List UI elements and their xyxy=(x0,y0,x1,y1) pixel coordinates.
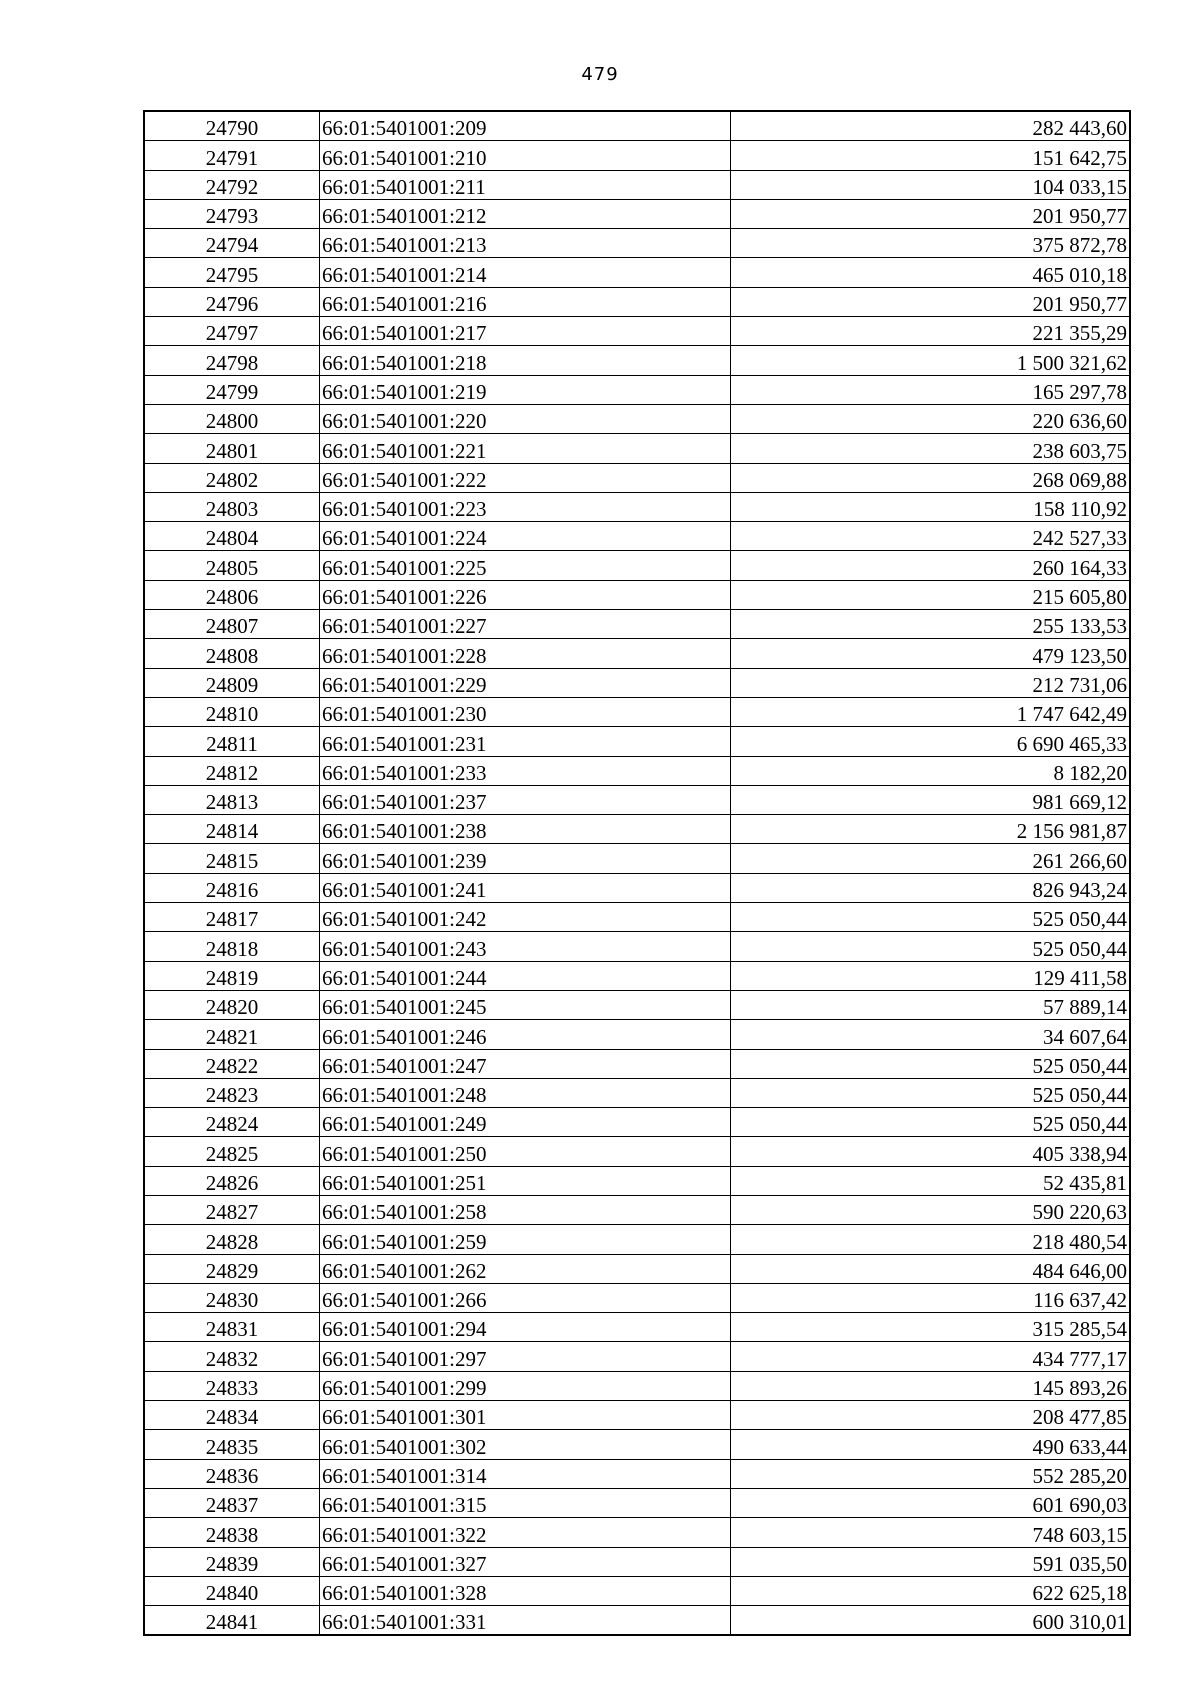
table-row xyxy=(144,932,1130,961)
row-number-cell: 24829 xyxy=(144,1254,320,1283)
cadastral-value-cell: 261 266,60 xyxy=(731,844,1131,873)
cadastral-value-cell: 1 747 642,49 xyxy=(731,697,1131,726)
table-row xyxy=(144,1342,1130,1371)
cadastral-number-cell: 66:01:5401001:229 xyxy=(320,668,731,697)
cadastral-number-cell: 66:01:5401001:331 xyxy=(320,1606,731,1636)
row-number-cell: 24830 xyxy=(144,1283,320,1312)
cadastral-value-cell: 129 411,58 xyxy=(731,961,1131,990)
row-number-cell: 24813 xyxy=(144,785,320,814)
cadastral-number-cell: 66:01:5401001:251 xyxy=(320,1166,731,1195)
row-number-cell: 24806 xyxy=(144,580,320,609)
table-row xyxy=(144,1195,1130,1224)
cadastral-value-cell: 490 633,44 xyxy=(731,1430,1131,1459)
cadastral-number-cell: 66:01:5401001:214 xyxy=(320,258,731,287)
table-row xyxy=(144,1371,1130,1400)
cadastral-value-cell: 201 950,77 xyxy=(731,199,1131,228)
row-number-cell: 24794 xyxy=(144,229,320,258)
cadastral-value-cell: 622 625,18 xyxy=(731,1576,1131,1605)
cadastral-value-cell: 260 164,33 xyxy=(731,551,1131,580)
row-number-cell: 24814 xyxy=(144,815,320,844)
table-row xyxy=(144,1108,1130,1137)
cadastral-number-cell: 66:01:5401001:220 xyxy=(320,404,731,433)
cadastral-number-cell: 66:01:5401001:224 xyxy=(320,522,731,551)
cadastral-value-cell: 465 010,18 xyxy=(731,258,1131,287)
cadastral-value-cell: 104 033,15 xyxy=(731,170,1131,199)
cadastral-value-cell: 484 646,00 xyxy=(731,1254,1131,1283)
row-number-cell: 24807 xyxy=(144,610,320,639)
cadastral-value-cell: 1 500 321,62 xyxy=(731,346,1131,375)
cadastral-number-cell: 66:01:5401001:250 xyxy=(320,1137,731,1166)
cadastral-value-cell: 2 156 981,87 xyxy=(731,815,1131,844)
cadastral-value-cell: 151 642,75 xyxy=(731,141,1131,170)
cadastral-value-cell: 218 480,54 xyxy=(731,1225,1131,1254)
cadastral-number-cell: 66:01:5401001:219 xyxy=(320,375,731,404)
table-row xyxy=(144,522,1130,551)
row-number-cell: 24832 xyxy=(144,1342,320,1371)
cadastral-number-cell: 66:01:5401001:314 xyxy=(320,1459,731,1488)
table-row xyxy=(144,639,1130,668)
row-number-cell: 24820 xyxy=(144,990,320,1019)
cadastral-number-cell: 66:01:5401001:328 xyxy=(320,1576,731,1605)
cadastral-value-cell: 601 690,03 xyxy=(731,1488,1131,1517)
cadastral-number-cell: 66:01:5401001:221 xyxy=(320,434,731,463)
cadastral-number-cell: 66:01:5401001:245 xyxy=(320,990,731,1019)
table-row xyxy=(144,727,1130,756)
table-row xyxy=(144,1225,1130,1254)
row-number-cell: 24824 xyxy=(144,1108,320,1137)
cadastral-value-cell: 165 297,78 xyxy=(731,375,1131,404)
table-row xyxy=(144,404,1130,433)
row-number-cell: 24792 xyxy=(144,170,320,199)
cadastral-number-cell: 66:01:5401001:259 xyxy=(320,1225,731,1254)
cadastral-value-cell: 590 220,63 xyxy=(731,1195,1131,1224)
cadastral-number-cell: 66:01:5401001:238 xyxy=(320,815,731,844)
cadastral-value-cell: 255 133,53 xyxy=(731,610,1131,639)
cadastral-value-cell: 34 607,64 xyxy=(731,1020,1131,1049)
table-row xyxy=(144,815,1130,844)
table-row xyxy=(144,1401,1130,1430)
row-number-cell: 24805 xyxy=(144,551,320,580)
cadastral-value-cell: 552 285,20 xyxy=(731,1459,1131,1488)
cadastral-number-cell: 66:01:5401001:243 xyxy=(320,932,731,961)
cadastral-value-cell: 315 285,54 xyxy=(731,1313,1131,1342)
table-row xyxy=(144,903,1130,932)
cadastral-number-cell: 66:01:5401001:241 xyxy=(320,873,731,902)
row-number-cell: 24837 xyxy=(144,1488,320,1517)
table-row xyxy=(144,463,1130,492)
row-number-cell: 24800 xyxy=(144,404,320,433)
cadastral-value-cell: 242 527,33 xyxy=(731,522,1131,551)
row-number-cell: 24839 xyxy=(144,1547,320,1576)
table-row xyxy=(144,111,1130,141)
cadastral-number-cell: 66:01:5401001:217 xyxy=(320,317,731,346)
row-number-cell: 24817 xyxy=(144,903,320,932)
table-row xyxy=(144,1430,1130,1459)
table-row xyxy=(144,697,1130,726)
table-row xyxy=(144,873,1130,902)
table-row xyxy=(144,1166,1130,1195)
cadastral-value-cell: 158 110,92 xyxy=(731,492,1131,521)
table-row xyxy=(144,170,1130,199)
table-row xyxy=(144,287,1130,316)
cadastral-value-cell: 525 050,44 xyxy=(731,1108,1131,1137)
table-row xyxy=(144,141,1130,170)
row-number-cell: 24809 xyxy=(144,668,320,697)
cadastral-number-cell: 66:01:5401001:211 xyxy=(320,170,731,199)
row-number-cell: 24828 xyxy=(144,1225,320,1254)
row-number-cell: 24826 xyxy=(144,1166,320,1195)
cadastral-number-cell: 66:01:5401001:231 xyxy=(320,727,731,756)
cadastral-value-cell: 748 603,15 xyxy=(731,1518,1131,1547)
cadastral-number-cell: 66:01:5401001:228 xyxy=(320,639,731,668)
table-row xyxy=(144,551,1130,580)
cadastral-value-cell: 52 435,81 xyxy=(731,1166,1131,1195)
row-number-cell: 24798 xyxy=(144,346,320,375)
row-number-cell: 24802 xyxy=(144,463,320,492)
cadastral-value-cell: 215 605,80 xyxy=(731,580,1131,609)
cadastral-value-cell: 116 637,42 xyxy=(731,1283,1131,1312)
row-number-cell: 24810 xyxy=(144,697,320,726)
row-number-cell: 24819 xyxy=(144,961,320,990)
cadastral-number-cell: 66:01:5401001:218 xyxy=(320,346,731,375)
row-number-cell: 24822 xyxy=(144,1049,320,1078)
table-row xyxy=(144,1547,1130,1576)
registry-table xyxy=(143,110,1131,1636)
cadastral-number-cell: 66:01:5401001:248 xyxy=(320,1078,731,1107)
cadastral-value-cell: 212 731,06 xyxy=(731,668,1131,697)
table-row xyxy=(144,1049,1130,1078)
cadastral-value-cell: 826 943,24 xyxy=(731,873,1131,902)
row-number-cell: 24816 xyxy=(144,873,320,902)
cadastral-number-cell: 66:01:5401001:223 xyxy=(320,492,731,521)
row-number-cell: 24801 xyxy=(144,434,320,463)
cadastral-number-cell: 66:01:5401001:210 xyxy=(320,141,731,170)
table-row xyxy=(144,1606,1130,1636)
cadastral-number-cell: 66:01:5401001:222 xyxy=(320,463,731,492)
cadastral-value-cell: 375 872,78 xyxy=(731,229,1131,258)
row-number-cell: 24831 xyxy=(144,1313,320,1342)
cadastral-value-cell: 405 338,94 xyxy=(731,1137,1131,1166)
cadastral-value-cell: 220 636,60 xyxy=(731,404,1131,433)
row-number-cell: 24790 xyxy=(144,111,320,141)
table-row xyxy=(144,199,1130,228)
row-number-cell: 24797 xyxy=(144,317,320,346)
cadastral-number-cell: 66:01:5401001:258 xyxy=(320,1195,731,1224)
table-row xyxy=(144,990,1130,1019)
table-row xyxy=(144,785,1130,814)
registry-table-body xyxy=(144,111,1130,1635)
cadastral-number-cell: 66:01:5401001:242 xyxy=(320,903,731,932)
row-number-cell: 24836 xyxy=(144,1459,320,1488)
cadastral-value-cell: 238 603,75 xyxy=(731,434,1131,463)
cadastral-number-cell: 66:01:5401001:247 xyxy=(320,1049,731,1078)
cadastral-number-cell: 66:01:5401001:209 xyxy=(320,111,731,141)
cadastral-number-cell: 66:01:5401001:262 xyxy=(320,1254,731,1283)
cadastral-number-cell: 66:01:5401001:266 xyxy=(320,1283,731,1312)
table-row xyxy=(144,375,1130,404)
table-row xyxy=(144,610,1130,639)
cadastral-value-cell: 8 182,20 xyxy=(731,756,1131,785)
cadastral-number-cell: 66:01:5401001:239 xyxy=(320,844,731,873)
table-row xyxy=(144,258,1130,287)
cadastral-number-cell: 66:01:5401001:297 xyxy=(320,1342,731,1371)
cadastral-number-cell: 66:01:5401001:302 xyxy=(320,1430,731,1459)
cadastral-value-cell: 221 355,29 xyxy=(731,317,1131,346)
row-number-cell: 24833 xyxy=(144,1371,320,1400)
cadastral-value-cell: 282 443,60 xyxy=(731,111,1131,141)
cadastral-value-cell: 479 123,50 xyxy=(731,639,1131,668)
cadastral-number-cell: 66:01:5401001:301 xyxy=(320,1401,731,1430)
table-row xyxy=(144,961,1130,990)
row-number-cell: 24803 xyxy=(144,492,320,521)
row-number-cell: 24811 xyxy=(144,727,320,756)
cadastral-number-cell: 66:01:5401001:299 xyxy=(320,1371,731,1400)
row-number-cell: 24840 xyxy=(144,1576,320,1605)
row-number-cell: 24834 xyxy=(144,1401,320,1430)
table-row xyxy=(144,1488,1130,1517)
cadastral-value-cell: 145 893,26 xyxy=(731,1371,1131,1400)
table-row xyxy=(144,1078,1130,1107)
row-number-cell: 24823 xyxy=(144,1078,320,1107)
cadastral-number-cell: 66:01:5401001:249 xyxy=(320,1108,731,1137)
row-number-cell: 24818 xyxy=(144,932,320,961)
cadastral-value-cell: 525 050,44 xyxy=(731,932,1131,961)
cadastral-number-cell: 66:01:5401001:327 xyxy=(320,1547,731,1576)
row-number-cell: 24799 xyxy=(144,375,320,404)
cadastral-number-cell: 66:01:5401001:216 xyxy=(320,287,731,316)
table-row xyxy=(144,1283,1130,1312)
cadastral-number-cell: 66:01:5401001:212 xyxy=(320,199,731,228)
row-number-cell: 24841 xyxy=(144,1606,320,1636)
cadastral-number-cell: 66:01:5401001:315 xyxy=(320,1488,731,1517)
table-row xyxy=(144,346,1130,375)
row-number-cell: 24827 xyxy=(144,1195,320,1224)
row-number-cell: 24808 xyxy=(144,639,320,668)
cadastral-value-cell: 201 950,77 xyxy=(731,287,1131,316)
table-row xyxy=(144,668,1130,697)
cadastral-value-cell: 591 035,50 xyxy=(731,1547,1131,1576)
table-row xyxy=(144,492,1130,521)
row-number-cell: 24791 xyxy=(144,141,320,170)
cadastral-number-cell: 66:01:5401001:294 xyxy=(320,1313,731,1342)
table-row xyxy=(144,756,1130,785)
table-row xyxy=(144,844,1130,873)
row-number-cell: 24825 xyxy=(144,1137,320,1166)
cadastral-number-cell: 66:01:5401001:225 xyxy=(320,551,731,580)
cadastral-number-cell: 66:01:5401001:230 xyxy=(320,697,731,726)
table-row xyxy=(144,580,1130,609)
cadastral-value-cell: 268 069,88 xyxy=(731,463,1131,492)
table-row xyxy=(144,434,1130,463)
cadastral-value-cell: 525 050,44 xyxy=(731,903,1131,932)
cadastral-value-cell: 600 310,01 xyxy=(731,1606,1131,1636)
row-number-cell: 24815 xyxy=(144,844,320,873)
page-number: 479 xyxy=(581,64,619,85)
cadastral-number-cell: 66:01:5401001:213 xyxy=(320,229,731,258)
cadastral-number-cell: 66:01:5401001:227 xyxy=(320,610,731,639)
cadastral-value-cell: 6 690 465,33 xyxy=(731,727,1131,756)
table-row xyxy=(144,1313,1130,1342)
table-row xyxy=(144,1137,1130,1166)
cadastral-number-cell: 66:01:5401001:237 xyxy=(320,785,731,814)
cadastral-number-cell: 66:01:5401001:244 xyxy=(320,961,731,990)
cadastral-number-cell: 66:01:5401001:226 xyxy=(320,580,731,609)
table-row xyxy=(144,229,1130,258)
table-row xyxy=(144,1020,1130,1049)
cadastral-value-cell: 525 050,44 xyxy=(731,1049,1131,1078)
table-row xyxy=(144,1576,1130,1605)
cadastral-number-cell: 66:01:5401001:322 xyxy=(320,1518,731,1547)
cadastral-number-cell: 66:01:5401001:246 xyxy=(320,1020,731,1049)
table-row xyxy=(144,1459,1130,1488)
cadastral-value-cell: 434 777,17 xyxy=(731,1342,1131,1371)
cadastral-number-cell: 66:01:5401001:233 xyxy=(320,756,731,785)
row-number-cell: 24838 xyxy=(144,1518,320,1547)
cadastral-value-cell: 525 050,44 xyxy=(731,1078,1131,1107)
table-row xyxy=(144,1254,1130,1283)
row-number-cell: 24795 xyxy=(144,258,320,287)
row-number-cell: 24835 xyxy=(144,1430,320,1459)
cadastral-value-cell: 57 889,14 xyxy=(731,990,1131,1019)
row-number-cell: 24793 xyxy=(144,199,320,228)
table-row xyxy=(144,1518,1130,1547)
cadastral-value-cell: 981 669,12 xyxy=(731,785,1131,814)
row-number-cell: 24821 xyxy=(144,1020,320,1049)
row-number-cell: 24796 xyxy=(144,287,320,316)
row-number-cell: 24804 xyxy=(144,522,320,551)
cadastral-value-cell: 208 477,85 xyxy=(731,1401,1131,1430)
row-number-cell: 24812 xyxy=(144,756,320,785)
table-row xyxy=(144,317,1130,346)
